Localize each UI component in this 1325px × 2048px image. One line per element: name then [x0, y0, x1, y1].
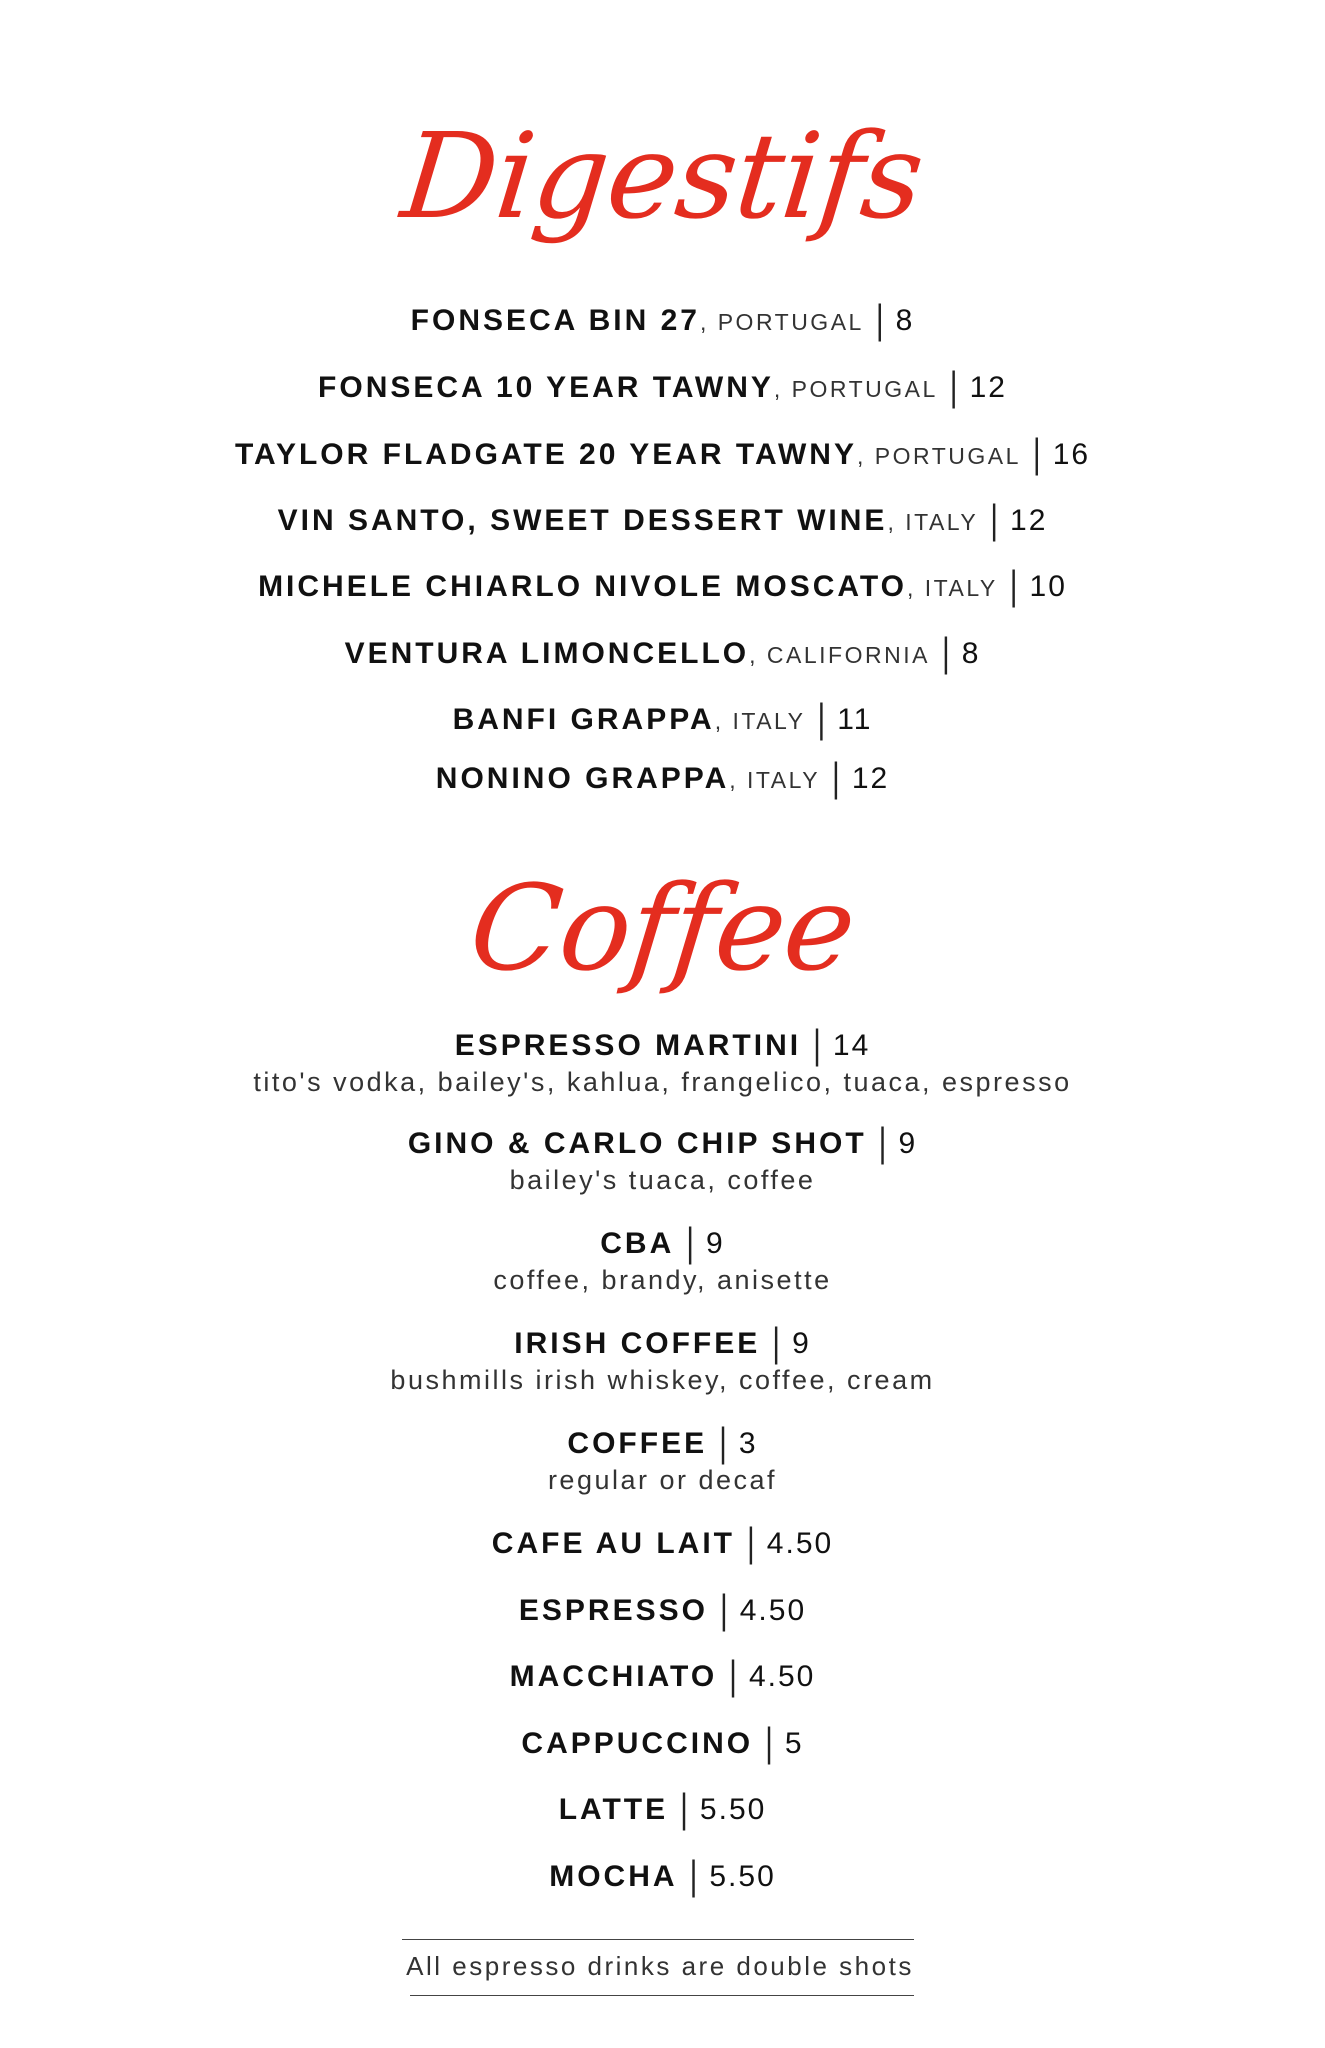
price-separator: |	[747, 1521, 755, 1566]
coffee-item	[0, 1023, 1325, 1068]
price-separator: |	[680, 1787, 688, 1832]
price-separator: |	[1032, 432, 1041, 477]
item-origin: , ITALY	[906, 575, 998, 601]
item-name: CAPPUCCINO	[521, 1727, 754, 1760]
price-separator: |	[719, 1421, 727, 1466]
item-price: 9	[898, 1127, 918, 1160]
price-separator: |	[990, 498, 999, 543]
item-price: 9	[792, 1327, 811, 1360]
price-separator: |	[875, 298, 884, 343]
coffee-item	[0, 1521, 1325, 1566]
coffee-item	[0, 1221, 1325, 1266]
item-price: 4.50	[748, 1660, 816, 1693]
item-origin: , PORTUGAL	[857, 443, 1021, 469]
coffee-item	[0, 1421, 1325, 1466]
item-name: VIN SANTO, SWEET DESSERT WINE	[277, 504, 888, 537]
item-name: GINO & CARLO CHIP SHOT	[407, 1127, 867, 1160]
digestif-item	[0, 697, 1325, 742]
item-description: bushmills irish whiskey, coffee, cream	[390, 1365, 935, 1395]
item-name: VENTURA LIMONCELLO	[344, 637, 750, 670]
price-separator: |	[1009, 564, 1018, 609]
item-price: 4.50	[766, 1527, 834, 1560]
item-origin: , PORTUGAL	[699, 309, 864, 335]
item-price: 4.50	[739, 1594, 807, 1627]
item-price: 14	[832, 1029, 871, 1062]
coffee-item	[0, 1721, 1325, 1766]
item-price: 5	[784, 1727, 804, 1760]
price-separator: |	[772, 1321, 781, 1366]
digestif-item	[0, 631, 1325, 676]
price-separator: |	[719, 1588, 728, 1633]
item-origin: , ITALY	[714, 708, 806, 734]
item-name: MACCHIATO	[509, 1660, 718, 1693]
price-separator: |	[878, 1121, 887, 1166]
price-separator: |	[941, 631, 950, 676]
item-origin: , CALIFORNIA	[749, 642, 930, 668]
price-separator: |	[832, 756, 840, 801]
digestif-item	[0, 756, 1325, 801]
item-price: 12	[1010, 504, 1048, 537]
digestif-item	[0, 498, 1325, 543]
item-name: BANFI GRAPPA	[452, 703, 715, 736]
coffee-item	[0, 1854, 1325, 1899]
price-separator: |	[765, 1721, 773, 1766]
item-description: coffee, brandy, anisette	[493, 1265, 832, 1295]
item-name: CAFE AU LAIT	[491, 1527, 735, 1560]
footer-rule-bottom	[410, 1995, 914, 1996]
item-name: FONSECA BIN 27	[410, 304, 700, 337]
item-price: 8	[895, 304, 915, 337]
coffee-item	[0, 1787, 1325, 1832]
item-description: bailey's tuaca, coffee	[509, 1165, 816, 1195]
digestif-item	[0, 298, 1325, 343]
item-price: 5.50	[709, 1860, 776, 1893]
item-origin: , ITALY	[887, 509, 979, 535]
item-name: LATTE	[558, 1793, 669, 1826]
item-name: TAYLOR FLADGATE 20 YEAR TAWNY	[234, 438, 857, 471]
item-name: FONSECA 10 YEAR TAWNY	[318, 371, 774, 404]
coffee-item	[0, 1321, 1325, 1366]
item-price: 11	[837, 703, 873, 736]
item-name: COFFEE	[567, 1427, 708, 1460]
digestif-item	[0, 365, 1325, 410]
item-description: regular or decaf	[547, 1465, 778, 1495]
item-description: tito's vodka, bailey's, kahlua, frangelico, tuaca, espresso	[253, 1067, 1072, 1097]
digestif-item	[0, 564, 1325, 609]
item-name: CBA	[600, 1227, 675, 1260]
price-separator: |	[949, 365, 958, 410]
item-price: 3	[738, 1427, 758, 1460]
footer-note: All espresso drinks are double shots	[406, 1951, 914, 1981]
item-name: MOCHA	[549, 1860, 678, 1893]
item-price: 5.50	[699, 1793, 767, 1826]
price-separator: |	[686, 1221, 695, 1266]
item-price: 10	[1029, 570, 1067, 603]
item-name: IRISH COFFEE	[514, 1327, 761, 1360]
item-price: 12	[851, 762, 890, 795]
item-name: NONINO GRAPPA	[435, 762, 730, 795]
price-separator: |	[689, 1854, 698, 1899]
coffee-heading: Coffee	[464, 859, 861, 997]
item-price: 8	[961, 637, 981, 670]
digestif-item	[0, 432, 1325, 477]
price-separator: |	[729, 1654, 737, 1699]
item-price: 16	[1052, 438, 1091, 471]
price-separator: |	[817, 697, 826, 742]
item-price: 12	[969, 371, 1007, 404]
coffee-item	[0, 1654, 1325, 1699]
item-price: 9	[706, 1227, 725, 1260]
price-separator: |	[813, 1023, 821, 1068]
coffee-item	[0, 1588, 1325, 1633]
item-origin: , PORTUGAL	[773, 376, 938, 402]
coffee-item	[0, 1121, 1325, 1166]
digestifs-heading: Digestifs	[395, 107, 930, 245]
item-name: MICHELE CHIARLO NIVOLE MOSCATO	[258, 570, 907, 603]
item-name: ESPRESSO	[518, 1594, 708, 1627]
item-name: ESPRESSO MARTINI	[454, 1029, 802, 1062]
item-origin: , ITALY	[729, 767, 821, 793]
